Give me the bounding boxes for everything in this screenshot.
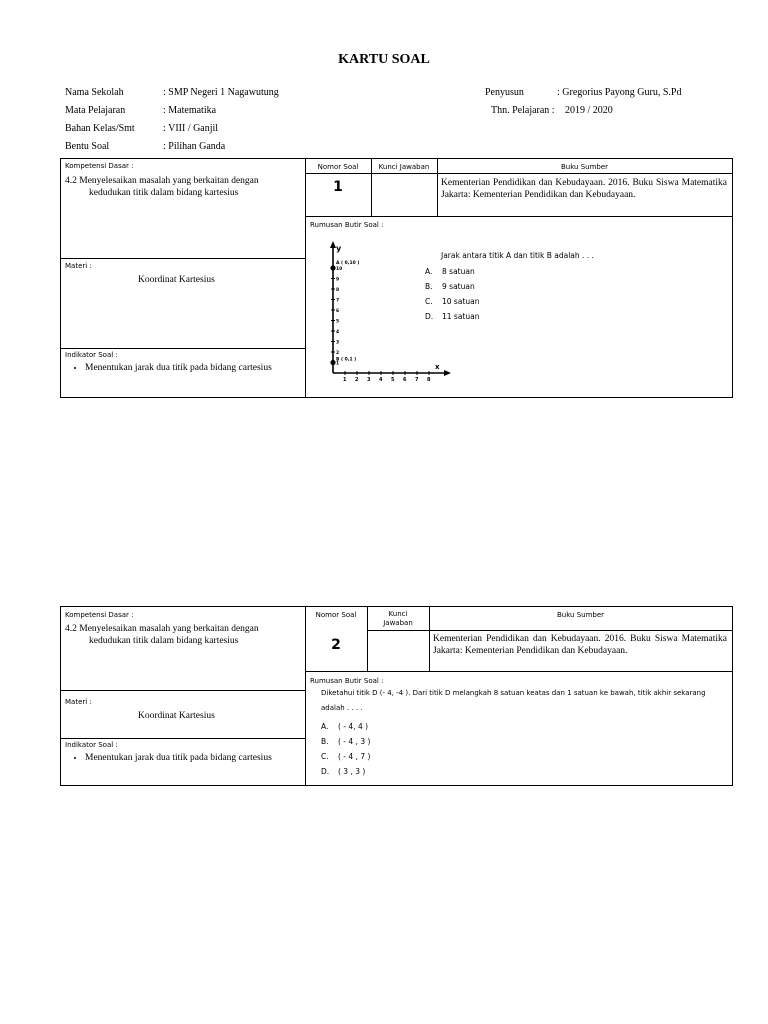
y-axis-label: y: [336, 244, 342, 253]
x-axis-label: x: [435, 363, 440, 371]
option-d-key: D.: [425, 312, 434, 321]
nomor-soal-value: 2: [331, 637, 341, 653]
soal-card-1: [60, 158, 733, 398]
kd-label: Kompetensi Dasar :: [65, 611, 134, 619]
cartesian-graph: [325, 239, 455, 389]
y-tick-label: 5: [336, 319, 340, 325]
nama-sekolah-label: Nama Sekolah: [65, 87, 124, 98]
buku-sumber-value: Kementerian Pendidikan dan Kebudayaan. 2016. Buku Siswa Matematika Jakarta: Kementerian Pendidikan dan Kebudayaan.: [433, 634, 727, 656]
y-tick-label: 6: [336, 309, 340, 314]
option-d-key: D.: [321, 767, 330, 776]
point-b-label: B ( 0,1 ): [336, 357, 357, 363]
materi-value: Koordinat Kartesius: [138, 711, 215, 721]
option-b-key: B.: [425, 282, 433, 291]
kd-line-2: kedudukan titik dalam bidang kartesius: [89, 188, 239, 198]
indikator-list: [63, 753, 303, 763]
indikator-label: Indikator Soal :: [65, 741, 118, 749]
indikator-item: • Menentukan jarak dua titik pada bidang cartesius: [85, 753, 303, 763]
nomor-soal-label: Nomor Soal: [315, 611, 357, 619]
point-b: [330, 360, 335, 365]
bentuk-value: : Pilihan Ganda: [163, 141, 226, 152]
question-text: Jarak antara titik A dan titik B adalah . . .: [441, 251, 594, 260]
option-c-text: ( - 4 , 7 ): [338, 752, 371, 761]
mapel-value: : Matematika: [163, 105, 217, 116]
point-a: [330, 265, 335, 270]
option-a-text: 8 satuan: [442, 267, 475, 276]
y-tick-label: 1: [336, 361, 340, 367]
option-d-text: 11 satuan: [442, 312, 480, 321]
x-tick-label: 8: [427, 377, 431, 383]
indikator-list: [63, 363, 303, 373]
x-tick-label: 4: [379, 377, 383, 383]
option-a-text: ( - 4, 4 ): [338, 722, 369, 731]
y-tick-label: 8: [336, 288, 340, 293]
x-tick-label: 2: [355, 377, 359, 383]
kelas-label: Bahan Kelas/Smt: [65, 123, 135, 134]
option-a-key: A.: [425, 267, 433, 276]
kd-label: Kompetensi Dasar :: [65, 162, 134, 170]
buku-sumber-label: Buku Sumber: [556, 611, 605, 619]
penyusun-label: Penyusun: [485, 87, 524, 98]
option-a-key: A.: [321, 722, 329, 731]
y-tick-label: 7: [336, 298, 340, 304]
kunci-jawaban-label: Kunci Jawaban: [378, 163, 430, 171]
option-c-key: C.: [425, 297, 433, 306]
y-tick-label: 9: [336, 277, 340, 283]
thn-pelajaran-label: Thn. Pelajaran :: [491, 105, 555, 116]
option-b-text: 9 satuan: [442, 282, 475, 291]
option-b-text: ( - 4 , 3 ): [338, 737, 371, 746]
option-b-key: B.: [321, 737, 329, 746]
rumusan-label: Rumusan Butir Soal :: [310, 221, 384, 229]
mapel-label: Mata Pelajaran: [65, 105, 126, 116]
x-tick-label: 7: [415, 377, 419, 383]
kelas-value: : VIII / Ganjil: [163, 123, 219, 134]
materi-label: Materi :: [65, 262, 92, 270]
nomor-soal-value: 1: [333, 179, 343, 195]
bentuk-label: Bentu Soal: [65, 141, 110, 152]
kunci-jawaban-label: Kunci Jawaban: [383, 610, 413, 627]
thn-pelajaran-value: 2019 / 2020: [565, 105, 613, 116]
question-line-2: adalah . . . .: [321, 704, 363, 712]
indikator-item: • Menentukan jarak dua titik pada bidang cartesius: [85, 363, 303, 373]
y-tick-label: 10: [336, 267, 343, 272]
nomor-soal-label: Nomor Soal: [317, 163, 359, 171]
x-tick-label: 5: [391, 377, 395, 383]
kd-line-2: kedudukan titik dalam bidang kartesius: [89, 636, 239, 646]
x-tick-label: 6: [403, 377, 407, 383]
kd-line-1: 4.2 Menyelesaikan masalah yang berkaitan dengan: [65, 624, 259, 634]
option-d-text: ( 3 , 3 ): [338, 767, 366, 776]
option-c-text: 10 satuan: [442, 297, 480, 306]
penyusun-value: : Gregorius Payong Guru, S.Pd: [557, 87, 682, 98]
y-tick-label: 4: [336, 330, 340, 335]
nama-sekolah-value: : SMP Negeri 1 Nagawutung: [163, 87, 279, 98]
buku-sumber-value: Kementerian Pendidikan dan Kebudayaan. 2016. Buku Siswa Matematika Jakarta: Kementerian Pendidikan dan Kebudayaan.: [441, 178, 727, 200]
question-line-1: Diketahui titik D (- 4, -4 ). Dari titik D melangkah 8 satuan keatas dan 1 satuan ke bawah, titik akhir sekarang: [321, 689, 706, 697]
page-title: KARTU SOAL: [338, 52, 430, 67]
materi-label: Materi :: [65, 698, 92, 706]
x-tick-label: 1: [343, 377, 347, 383]
x-axis-arrow: [444, 370, 451, 376]
y-tick-label: 2: [336, 351, 340, 356]
buku-sumber-label: Buku Sumber: [560, 163, 609, 171]
kd-line-1: 4.2 Menyelesaikan masalah yang berkaitan dengan: [65, 176, 259, 186]
indikator-label: Indikator Soal :: [65, 351, 118, 359]
option-c-key: C.: [321, 752, 329, 761]
x-tick-label: 3: [367, 377, 371, 383]
y-tick-label: 3: [336, 340, 340, 346]
rumusan-label: Rumusan Butir Soal :: [310, 677, 384, 685]
materi-value: Koordinat Kartesius: [138, 275, 215, 285]
soal-card-2: [60, 606, 733, 786]
point-a-label: A ( 0,10 ): [336, 261, 360, 266]
